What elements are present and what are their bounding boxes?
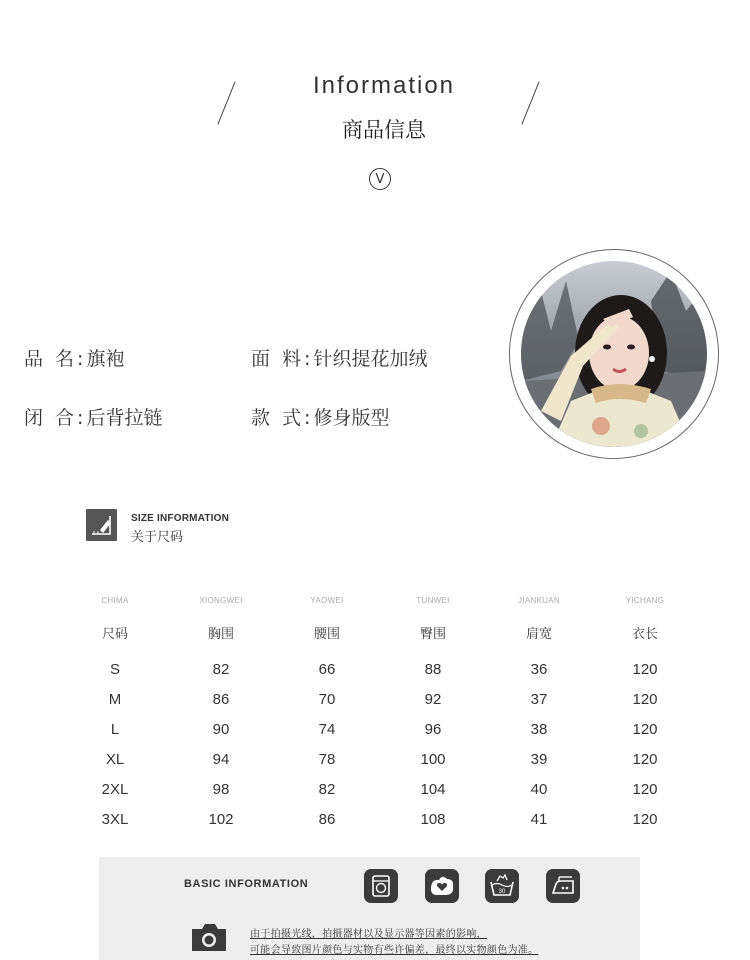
table-cell: 96	[424, 720, 442, 738]
product-closure-label: 闭 合:	[24, 407, 87, 429]
table-cell: 120	[632, 810, 658, 828]
size-header-en: TUNWEI	[416, 595, 450, 605]
size-header-cn: 胸围	[207, 625, 234, 641]
size-header-en: YAOWEI	[310, 595, 344, 605]
table-cell: 90	[212, 720, 230, 738]
table-row	[62, 714, 698, 744]
table-cell: 102	[208, 810, 234, 828]
table-cell: 40	[530, 780, 548, 798]
table-cell: 120	[632, 690, 658, 708]
product-closure	[24, 403, 162, 430]
size-header-en: YICHANG	[625, 595, 665, 605]
size-header-en: CHIMA	[101, 595, 129, 605]
table-cell: 86	[212, 690, 230, 708]
table-cell: 120	[632, 720, 658, 738]
table-cell: L	[110, 720, 120, 738]
model-photo	[521, 261, 707, 447]
product-name	[24, 344, 124, 371]
table-row	[62, 774, 698, 804]
table-cell: 82	[212, 660, 230, 678]
size-table	[62, 590, 698, 834]
table-cell: 74	[318, 720, 336, 738]
product-name-value: 旗袍	[86, 348, 125, 370]
table-row	[62, 744, 698, 774]
size-header-en: JIANKUAN	[518, 595, 560, 605]
size-header-cn: 臀围	[419, 625, 446, 641]
table-cell: 38	[530, 720, 548, 738]
product-fabric-label: 面 料:	[251, 348, 314, 370]
ruler-icon	[86, 509, 117, 541]
table-cell: 78	[318, 750, 336, 768]
heart-cloud-icon	[425, 869, 459, 903]
table-cell: 36	[530, 660, 548, 678]
table-cell: 41	[530, 810, 548, 828]
basic-info-title: BASIC INFORMATION	[184, 878, 309, 890]
table-cell: 108	[420, 810, 446, 828]
table-cell: 66	[318, 660, 336, 678]
table-row	[62, 654, 698, 684]
table-cell: S	[109, 660, 120, 678]
table-cell: 82	[318, 780, 336, 798]
disclaimer-line-2: 可能会导致图片颜色与实物有些许偏差，最终以实物颜色为准。	[250, 945, 539, 956]
product-style-label: 款 式:	[251, 407, 314, 429]
table-cell: 70	[318, 690, 336, 708]
table-cell: 37	[530, 690, 548, 708]
table-row	[62, 684, 698, 714]
header-title-cn: 商品信息	[342, 118, 426, 142]
table-cell: 100	[420, 750, 446, 768]
washing-machine-icon	[364, 869, 398, 903]
product-closure-value: 后背拉链	[86, 407, 163, 429]
table-cell: XL	[105, 750, 125, 768]
table-cell: 120	[632, 660, 658, 678]
header-title-en: Information	[312, 72, 456, 99]
table-cell: 88	[424, 660, 442, 678]
product-name-label: 品 名:	[24, 348, 87, 370]
size-section-title-cn: 关于尺码	[131, 530, 184, 545]
product-style	[251, 403, 389, 430]
product-fabric	[251, 344, 427, 371]
header-badge-icon: V	[369, 168, 391, 190]
product-fabric-value: 针织提花加绒	[313, 348, 428, 370]
size-header-cn: 尺码	[101, 625, 128, 641]
size-section-title-en: SIZE INFORMATION	[131, 513, 230, 524]
hand-wash-icon	[485, 869, 519, 903]
table-cell: 120	[632, 780, 658, 798]
table-cell: 39	[530, 750, 548, 768]
table-row	[62, 804, 698, 834]
table-cell: 3XL	[101, 810, 129, 828]
size-header-cn: 腰围	[313, 625, 340, 641]
table-cell: 86	[318, 810, 336, 828]
table-cell: M	[108, 690, 122, 708]
disclaimer-line-1: 由于拍摄光线，拍摄器材以及显示器等因素的影响，	[250, 929, 487, 940]
iron-icon	[546, 869, 580, 903]
table-cell: 94	[212, 750, 230, 768]
product-style-value: 修身版型	[313, 407, 390, 429]
table-cell: 98	[212, 780, 230, 798]
size-header-cn-row	[62, 610, 698, 654]
table-cell: 92	[424, 690, 442, 708]
size-header-cn: 肩宽	[525, 625, 552, 641]
svg-text:30: 30	[498, 889, 506, 895]
size-header-cn: 衣长	[631, 625, 658, 641]
table-cell: 120	[632, 750, 658, 768]
camera-icon	[189, 921, 229, 953]
table-cell: 2XL	[101, 780, 129, 798]
size-header-en-row	[62, 590, 698, 610]
size-header-en: XIONGWEI	[199, 595, 243, 605]
table-cell: 104	[420, 780, 446, 798]
